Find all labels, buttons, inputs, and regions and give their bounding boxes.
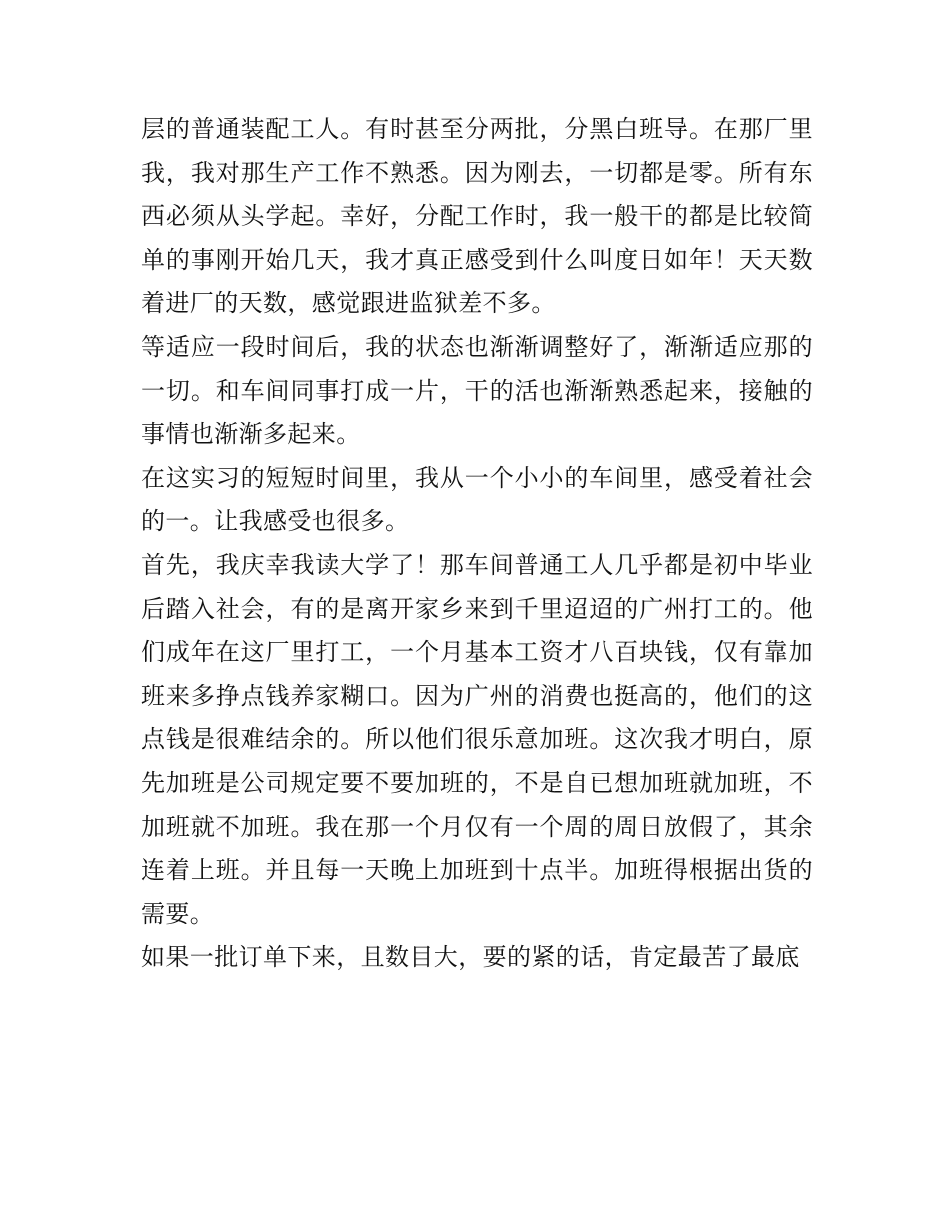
paragraph: 在这实习的短短时间里，我从一个小小的车间里，感受着社会的一。让我感受也很多。 [141, 463, 813, 536]
paragraph: 如果一批订单下来，且数目大，要的紧的话，肯定最苦了最底 [141, 943, 800, 972]
document-body [141, 108, 813, 980]
paragraph: 层的普通装配工人。有时甚至分两批，分黑白班导。在那厂里我，我对那生产工作不熟悉。因为刚去，一切都是零。所有东西必须从头学起。幸好，分配工作时，我一般干的都是比较简单的事刚开始几天，我才真正感受到什么叫度日如年！天天数着进厂的天数，感觉跟进监狱差不多。 [141, 115, 813, 318]
paragraph: 等适应一段时间后，我的状态也渐渐调整好了，渐渐适应那的一切。和车间同事打成一片，干的活也渐渐熟悉起来，接触的事情也渐渐多起来。 [141, 332, 813, 449]
paragraph: 首先，我庆幸我读大学了！那车间普通工人几乎都是初中毕业后踏入社会，有的是离开家乡来到千里迢迢的广州打工的。他们成年在这厂里打工，一个月基本工资才八百块钱，仅有靠加班来多挣点钱养家糊口。因为广州的消费也挺高的，他们的这点钱是很难结余的。所以他们很乐意加班。这次我才明白，原先加班是公司规定要不要加班的，不是自已想加班就加班，不加班就不加班。我在那一个月仅有一个周的周日放假了，其余连着上班。并且每一天晚上加班到十点半。加班得根据出货的需要。 [141, 550, 813, 928]
